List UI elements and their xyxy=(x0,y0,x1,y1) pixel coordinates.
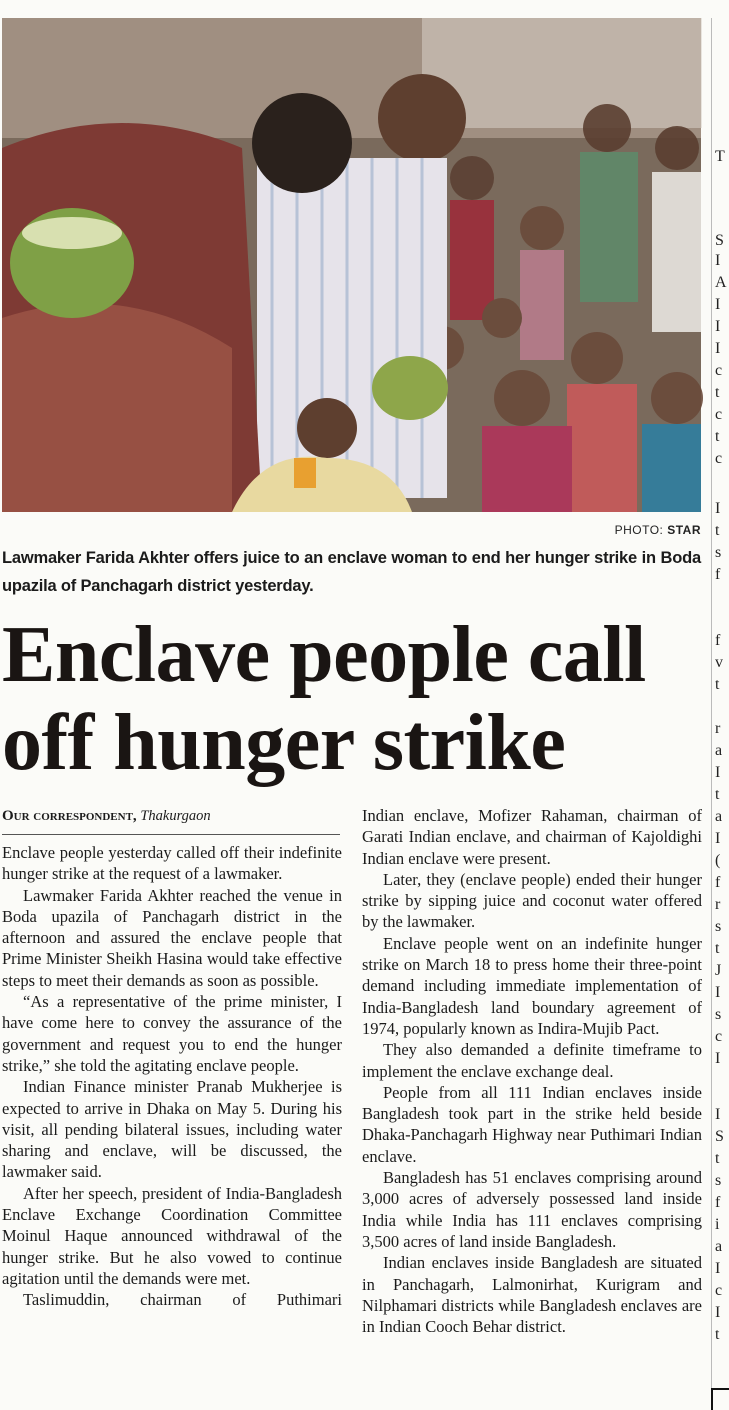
byline xyxy=(2,806,340,835)
edge-letter: s xyxy=(715,1172,722,1189)
edge-letter: c xyxy=(715,362,723,379)
edge-letter: a xyxy=(715,1238,723,1255)
paragraph: Lawmaker Farida Akhter reached the venue in Boda upazila of Panchagarh district in the afternoon and assured the enclave people that Prime Minister Sheikh Hasina would take effective steps to meet their demands as soon as possible. xyxy=(2,885,342,990)
paragraph: “As a representative of the prime minister, I have come here to convey the assurance of the government and request you to end the hunger strike,” she told the agitating enclave people. xyxy=(2,992,342,1075)
article-column-1 xyxy=(2,842,342,1311)
edge-letter: s xyxy=(715,918,722,935)
headline xyxy=(2,611,702,787)
edge-letter: c xyxy=(715,450,723,467)
edge-letter: t xyxy=(715,786,720,803)
edge-letter: I xyxy=(715,318,721,335)
adjacent-box-corner xyxy=(711,1388,729,1410)
edge-letter: f xyxy=(715,874,721,891)
byline-place: Thakurgaon xyxy=(140,808,211,824)
edge-letter: t xyxy=(715,522,720,539)
edge-letter: t xyxy=(715,676,720,693)
edge-letter: a xyxy=(715,808,723,825)
edge-letter: c xyxy=(715,406,723,423)
photo-credit-source: STAR xyxy=(667,523,701,537)
edge-letter: S xyxy=(715,1128,724,1145)
edge-letter: f xyxy=(715,1194,721,1211)
edge-letter: v xyxy=(715,654,723,671)
paragraph: They also demanded a definite timeframe to implement the enclave exchange deal. xyxy=(362,1040,702,1081)
edge-letter: a xyxy=(715,742,723,759)
paragraph: People from all 111 Indian enclaves inside Bangladesh took part in the strike held beside Dhaka-Panchagarh Highway near Puthimari Indian enclave. xyxy=(362,1082,702,1166)
photo-credit-label: PHOTO: xyxy=(614,523,664,537)
edge-letter: I xyxy=(715,1304,721,1321)
edge-letter: A xyxy=(715,274,727,291)
edge-letter: I xyxy=(715,1050,721,1067)
edge-letter: I xyxy=(715,500,721,517)
paragraph: Indian Finance minister Pranab Mukherjee is expected to arrive in Dhaka on May 5. During his visit, all pending bilateral issues, including water sharing and enclave, will be discussed, the lawmaker said. xyxy=(2,1077,342,1182)
edge-letter: r xyxy=(715,720,721,737)
column-divider xyxy=(711,18,712,1398)
edge-letter: f xyxy=(715,632,721,649)
paragraph: Indian enclave, Mofizer Rahaman, chairman of Garati Indian enclave, and chairman of Kajoldighi Indian enclave were present. xyxy=(362,806,702,868)
edge-letter: c xyxy=(715,1028,723,1045)
edge-letter: t xyxy=(715,940,720,957)
photo-caption: Lawmaker Farida Akhter offers juice to an enclave woman to end her hunger strike in Boda upazila of Panchagarh district yesterday. xyxy=(2,549,701,595)
paragraph: Enclave people went on an indefinite hunger strike on March 18 to press home their three-point demand including immediate implementation of India-Bangladesh land boundary agreement of 1974, popularly known as Indira-Mujib Pact. xyxy=(362,933,702,1038)
edge-letter: S xyxy=(715,232,724,249)
edge-letter: I xyxy=(715,1260,721,1277)
photo-credit xyxy=(615,523,701,537)
edge-letter: I xyxy=(715,296,721,313)
photo-illustration xyxy=(2,18,701,512)
article-column-2 xyxy=(362,805,702,1337)
paragraph: Later, they (enclave people) ended their hunger strike by sipping juice and coconut water offered by the lawmaker. xyxy=(362,869,702,932)
paragraph: Taslimuddin, chairman of Puthimari xyxy=(23,1290,342,1310)
paragraph: Bangladesh has 51 enclaves comprising around 3,000 acres of adversely possessed land inside India while India has 111 enclaves comprising 3,500 acres of land inside Bangladesh. xyxy=(362,1168,702,1251)
paragraph: After her speech, president of India-Bangladesh Enclave Exchange Coordination Committee Moinul Haque announced withdrawal of the hunger strike. But he also vowed to continue agitation until the demands were met. xyxy=(2,1183,342,1288)
edge-letter: s xyxy=(715,1006,722,1023)
edge-letter: I xyxy=(715,252,721,269)
edge-letter: I xyxy=(715,1106,721,1123)
edge-letter: i xyxy=(715,1216,720,1233)
edge-letter: c xyxy=(715,1282,723,1299)
edge-letter: f xyxy=(715,566,721,583)
paragraph: Indian enclaves inside Bangladesh are situated in Panchagarh, Lalmonirhat, Kurigram and Nilphamari districts while Bangladesh enclaves are in Indian Cooch Behar district. xyxy=(362,1253,702,1337)
headline-line-2: off hunger strike xyxy=(2,699,566,787)
headline-line-1: Enclave people call xyxy=(2,611,646,699)
edge-letter: I xyxy=(715,764,721,781)
news-photo xyxy=(2,18,701,512)
edge-letter: ( xyxy=(715,852,721,869)
edge-letter: T xyxy=(715,148,725,165)
edge-letter: r xyxy=(715,896,721,913)
edge-letter: t xyxy=(715,1150,720,1167)
edge-letter: J xyxy=(715,962,722,979)
edge-letter: t xyxy=(715,384,720,401)
paragraph: Enclave people yesterday called off their indefinite hunger strike at the request of a lawmaker. xyxy=(2,843,342,884)
edge-letter: I xyxy=(715,984,721,1001)
edge-letter: s xyxy=(715,544,722,561)
byline-name: Our correspondent, xyxy=(2,808,137,824)
edge-letter: I xyxy=(715,340,721,357)
edge-letter: t xyxy=(715,1326,720,1343)
edge-letter: t xyxy=(715,428,720,445)
edge-letter: I xyxy=(715,830,721,847)
